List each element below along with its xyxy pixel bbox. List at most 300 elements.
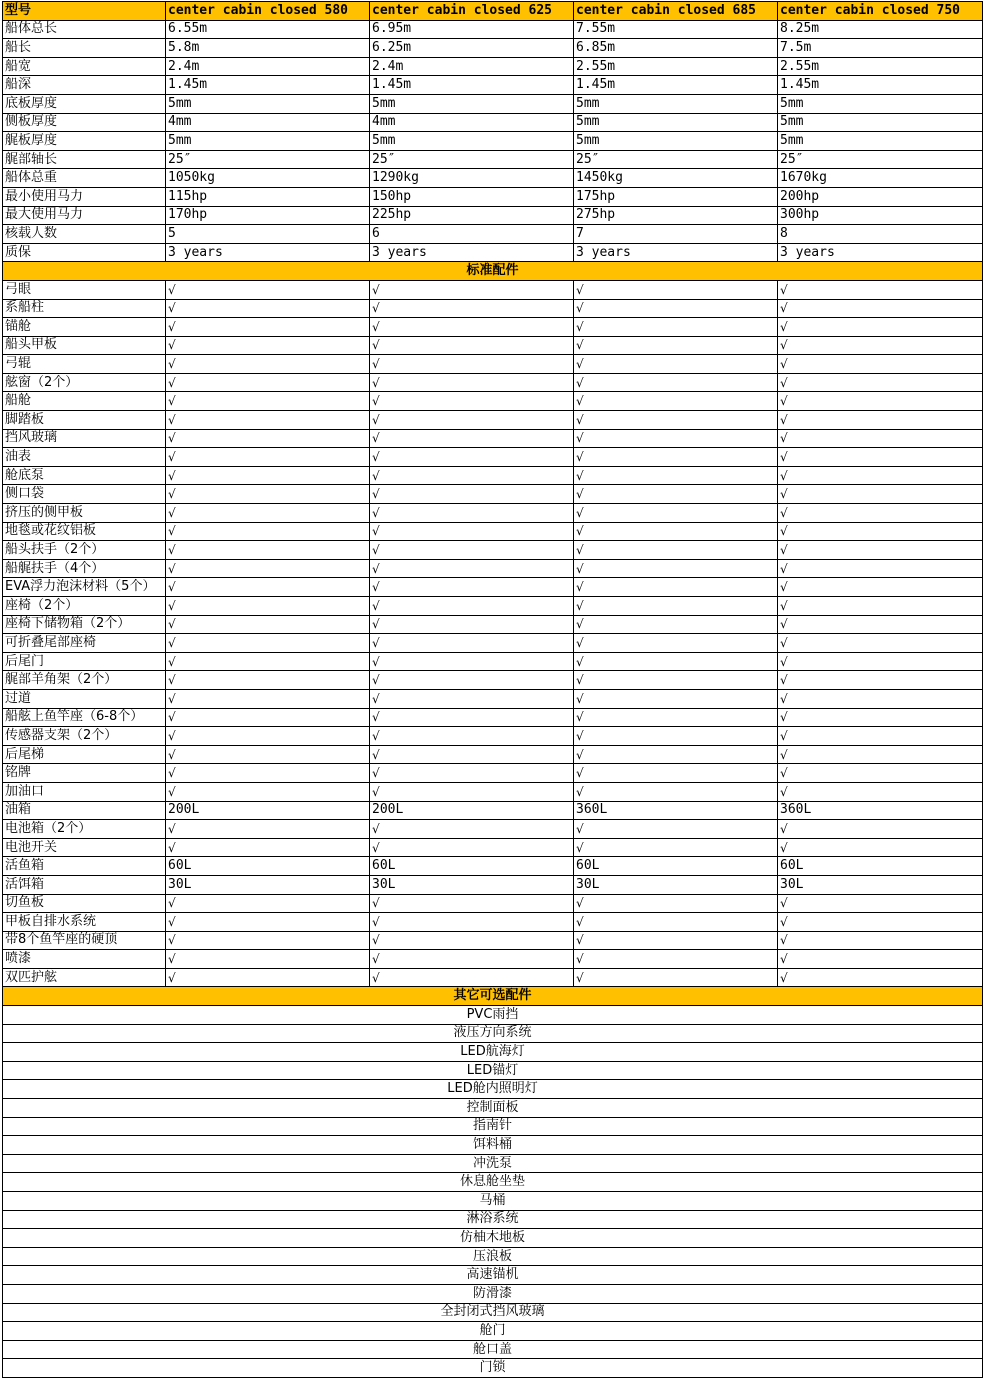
check-mark: √: [778, 782, 983, 801]
row-label: 质保: [3, 243, 166, 262]
check-mark: √: [370, 931, 574, 950]
row-label: 加油口: [3, 782, 166, 801]
cell-value: 1290kg: [370, 169, 574, 188]
standard-item-row: [3, 280, 983, 299]
check-mark: √: [574, 894, 778, 913]
standard-item-row: [3, 671, 983, 690]
row-label: 双匹护舷: [3, 968, 166, 987]
standard-item-row: [3, 615, 983, 634]
check-mark: √: [370, 522, 574, 541]
cell-value: 1.45m: [166, 76, 370, 95]
check-mark: √: [574, 968, 778, 987]
optional-item-row: [3, 1099, 983, 1118]
optional-item-row: [3, 1229, 983, 1248]
standard-item-row: [3, 857, 983, 876]
cell-value: 2.55m: [574, 57, 778, 76]
check-mark: √: [574, 745, 778, 764]
check-mark: √: [778, 504, 983, 523]
cell-value: 2.55m: [778, 57, 983, 76]
check-mark: √: [778, 764, 983, 783]
spec-row: [3, 243, 983, 262]
optional-item: 门锁: [3, 1359, 983, 1378]
cell-value: 25″: [574, 150, 778, 169]
optional-item: 冲洗泵: [3, 1154, 983, 1173]
row-label: 侧口袋: [3, 485, 166, 504]
row-label: 船舱: [3, 392, 166, 411]
check-mark: √: [574, 689, 778, 708]
check-mark: √: [778, 597, 983, 616]
check-mark: √: [778, 280, 983, 299]
check-mark: √: [370, 448, 574, 467]
check-mark: √: [166, 318, 370, 337]
row-label: 艉部羊角架（2个）: [3, 671, 166, 690]
cell-value: 300hp: [778, 206, 983, 225]
check-mark: √: [778, 411, 983, 430]
cell-value: 3 years: [166, 243, 370, 262]
check-mark: √: [370, 820, 574, 839]
cell-value: 360L: [574, 801, 778, 820]
check-mark: √: [370, 727, 574, 746]
check-mark: √: [166, 355, 370, 374]
spec-row: [3, 113, 983, 132]
check-mark: √: [166, 559, 370, 578]
check-mark: √: [166, 634, 370, 653]
check-mark: √: [574, 429, 778, 448]
check-mark: √: [166, 485, 370, 504]
optional-item: 控制面板: [3, 1099, 983, 1118]
model-625-header: center cabin closed 625: [370, 2, 574, 21]
row-label: 喷漆: [3, 950, 166, 969]
standard-section-row: [3, 262, 983, 281]
optional-item: PVC雨挡: [3, 1006, 983, 1025]
check-mark: √: [574, 504, 778, 523]
check-mark: √: [370, 411, 574, 430]
check-mark: √: [574, 466, 778, 485]
spec-row: [3, 169, 983, 188]
check-mark: √: [166, 615, 370, 634]
check-mark: √: [574, 336, 778, 355]
row-label: 地毯或花纹铝板: [3, 522, 166, 541]
optional-item: LED航海灯: [3, 1043, 983, 1062]
cell-value: 5.8m: [166, 39, 370, 58]
check-mark: √: [166, 968, 370, 987]
check-mark: √: [166, 820, 370, 839]
check-mark: √: [574, 597, 778, 616]
check-mark: √: [574, 615, 778, 634]
check-mark: √: [166, 541, 370, 560]
check-mark: √: [778, 299, 983, 318]
cell-value: 5: [166, 225, 370, 244]
cell-value: 5mm: [574, 113, 778, 132]
optional-item: 饵料桶: [3, 1136, 983, 1155]
check-mark: √: [370, 541, 574, 560]
standard-item-row: [3, 392, 983, 411]
row-label: 弓辊: [3, 355, 166, 374]
check-mark: √: [370, 392, 574, 411]
spec-row: [3, 225, 983, 244]
optional-item: 休息舱坐垫: [3, 1173, 983, 1192]
check-mark: √: [574, 373, 778, 392]
row-label: 后尾门: [3, 652, 166, 671]
check-mark: √: [574, 559, 778, 578]
cell-value: 5mm: [574, 132, 778, 151]
check-mark: √: [166, 950, 370, 969]
check-mark: √: [370, 615, 574, 634]
check-mark: √: [166, 578, 370, 597]
check-mark: √: [166, 745, 370, 764]
check-mark: √: [574, 727, 778, 746]
optional-item-row: [3, 1006, 983, 1025]
spec-row: [3, 94, 983, 113]
spec-row: [3, 20, 983, 39]
check-mark: √: [574, 411, 778, 430]
check-mark: √: [166, 597, 370, 616]
row-label: 弓眼: [3, 280, 166, 299]
optional-item-row: [3, 1154, 983, 1173]
cell-value: 5mm: [574, 94, 778, 113]
standard-item-row: [3, 336, 983, 355]
cell-value: 3 years: [370, 243, 574, 262]
cell-value: 2.4m: [166, 57, 370, 76]
cell-value: 200hp: [778, 187, 983, 206]
optional-item: 全封闭式挡风玻璃: [3, 1303, 983, 1322]
standard-section-title: 标准配件: [3, 262, 983, 281]
spec-row: [3, 187, 983, 206]
optional-item: 指南针: [3, 1117, 983, 1136]
row-label: 侧板厚度: [3, 113, 166, 132]
check-mark: √: [574, 671, 778, 690]
check-mark: √: [166, 931, 370, 950]
standard-item-row: [3, 522, 983, 541]
optional-item: 舱门: [3, 1322, 983, 1341]
row-label: 活饵箱: [3, 875, 166, 894]
check-mark: √: [574, 950, 778, 969]
row-label: EVA浮力泡沫材料（5个）: [3, 578, 166, 597]
row-label: 船宽: [3, 57, 166, 76]
check-mark: √: [370, 336, 574, 355]
optional-item: 压浪板: [3, 1247, 983, 1266]
row-label: 切鱼板: [3, 894, 166, 913]
check-mark: √: [574, 448, 778, 467]
check-mark: √: [574, 485, 778, 504]
row-label: 铭牌: [3, 764, 166, 783]
row-label: 船舷上鱼竿座（6-8个）: [3, 708, 166, 727]
check-mark: √: [574, 280, 778, 299]
optional-item: 舱口盖: [3, 1340, 983, 1359]
check-mark: √: [166, 764, 370, 783]
spec-row: [3, 132, 983, 151]
cell-value: 30L: [370, 875, 574, 894]
check-mark: √: [166, 336, 370, 355]
optional-item-row: [3, 1247, 983, 1266]
row-label: 船头甲板: [3, 336, 166, 355]
standard-item-row: [3, 727, 983, 746]
check-mark: √: [574, 652, 778, 671]
spec-row: [3, 150, 983, 169]
optional-item: LED锚灯: [3, 1061, 983, 1080]
check-mark: √: [574, 782, 778, 801]
check-mark: √: [778, 634, 983, 653]
cell-value: 5mm: [778, 94, 983, 113]
row-label: 最大使用马力: [3, 206, 166, 225]
check-mark: √: [778, 894, 983, 913]
standard-item-row: [3, 541, 983, 560]
cell-value: 1.45m: [574, 76, 778, 95]
check-mark: √: [370, 578, 574, 597]
optional-item-row: [3, 1266, 983, 1285]
spec-row: [3, 76, 983, 95]
check-mark: √: [574, 708, 778, 727]
cell-value: 175hp: [574, 187, 778, 206]
cell-value: 25″: [778, 150, 983, 169]
optional-item: 仿柚木地板: [3, 1229, 983, 1248]
model-750-header: center cabin closed 750: [778, 2, 983, 21]
row-label: 活鱼箱: [3, 857, 166, 876]
check-mark: √: [370, 689, 574, 708]
check-mark: √: [370, 671, 574, 690]
cell-value: 5mm: [778, 113, 983, 132]
row-label: 电池开关: [3, 838, 166, 857]
standard-item-row: [3, 801, 983, 820]
row-label: 船深: [3, 76, 166, 95]
check-mark: √: [166, 689, 370, 708]
spec-row: [3, 206, 983, 225]
check-mark: √: [778, 373, 983, 392]
cell-value: 7.55m: [574, 20, 778, 39]
optional-item-row: [3, 1303, 983, 1322]
cell-value: 6.25m: [370, 39, 574, 58]
row-label: 船头扶手（2个）: [3, 541, 166, 560]
cell-value: 2.4m: [370, 57, 574, 76]
check-mark: √: [574, 913, 778, 932]
cell-value: 200L: [166, 801, 370, 820]
cell-value: 3 years: [574, 243, 778, 262]
header-label: 型号: [3, 2, 166, 21]
optional-item-row: [3, 1340, 983, 1359]
standard-item-row: [3, 448, 983, 467]
check-mark: √: [370, 894, 574, 913]
standard-item-row: [3, 373, 983, 392]
check-mark: √: [166, 671, 370, 690]
row-label: 艉部轴长: [3, 150, 166, 169]
check-mark: √: [166, 280, 370, 299]
check-mark: √: [778, 318, 983, 337]
check-mark: √: [370, 597, 574, 616]
check-mark: √: [166, 392, 370, 411]
row-label: 舱底泵: [3, 466, 166, 485]
check-mark: √: [370, 838, 574, 857]
check-mark: √: [778, 522, 983, 541]
check-mark: √: [778, 652, 983, 671]
optional-item: LED舱内照明灯: [3, 1080, 983, 1099]
row-label: 油箱: [3, 801, 166, 820]
optional-item: 液压方向系统: [3, 1024, 983, 1043]
cell-value: 60L: [370, 857, 574, 876]
optional-section-row: [3, 987, 983, 1006]
cell-value: 25″: [370, 150, 574, 169]
cell-value: 225hp: [370, 206, 574, 225]
row-label: 船长: [3, 39, 166, 58]
check-mark: √: [166, 652, 370, 671]
cell-value: 4mm: [370, 113, 574, 132]
cell-value: 8.25m: [778, 20, 983, 39]
check-mark: √: [574, 931, 778, 950]
standard-item-row: [3, 597, 983, 616]
optional-item-row: [3, 1061, 983, 1080]
cell-value: 1450kg: [574, 169, 778, 188]
check-mark: √: [778, 671, 983, 690]
check-mark: √: [574, 318, 778, 337]
check-mark: √: [778, 913, 983, 932]
check-mark: √: [574, 299, 778, 318]
cell-value: 60L: [166, 857, 370, 876]
check-mark: √: [778, 355, 983, 374]
optional-item-row: [3, 1136, 983, 1155]
check-mark: √: [166, 504, 370, 523]
spec-row: [3, 57, 983, 76]
standard-item-row: [3, 411, 983, 430]
check-mark: √: [778, 745, 983, 764]
cell-value: 25″: [166, 150, 370, 169]
check-mark: √: [574, 838, 778, 857]
check-mark: √: [370, 373, 574, 392]
row-label: 油表: [3, 448, 166, 467]
row-label: 后尾梯: [3, 745, 166, 764]
check-mark: √: [370, 355, 574, 374]
standard-item-row: [3, 968, 983, 987]
cell-value: 60L: [778, 857, 983, 876]
standard-item-row: [3, 299, 983, 318]
check-mark: √: [778, 950, 983, 969]
cell-value: 1050kg: [166, 169, 370, 188]
cell-value: 30L: [166, 875, 370, 894]
check-mark: √: [778, 541, 983, 560]
check-mark: √: [574, 522, 778, 541]
row-label: 电池箱（2个）: [3, 820, 166, 839]
cell-value: 360L: [778, 801, 983, 820]
check-mark: √: [778, 727, 983, 746]
cell-value: 150hp: [370, 187, 574, 206]
row-label: 挡风玻璃: [3, 429, 166, 448]
cell-value: 7.5m: [778, 39, 983, 58]
check-mark: √: [778, 336, 983, 355]
cell-value: 3 years: [778, 243, 983, 262]
check-mark: √: [574, 764, 778, 783]
spec-table: [2, 1, 983, 1378]
check-mark: √: [778, 820, 983, 839]
check-mark: √: [166, 838, 370, 857]
optional-item-row: [3, 1080, 983, 1099]
check-mark: √: [778, 708, 983, 727]
cell-value: 6: [370, 225, 574, 244]
standard-item-row: [3, 782, 983, 801]
standard-item-row: [3, 894, 983, 913]
check-mark: √: [370, 485, 574, 504]
check-mark: √: [166, 782, 370, 801]
check-mark: √: [166, 708, 370, 727]
check-mark: √: [166, 411, 370, 430]
check-mark: √: [166, 448, 370, 467]
check-mark: √: [574, 820, 778, 839]
standard-item-row: [3, 689, 983, 708]
row-label: 船艉扶手（4个）: [3, 559, 166, 578]
standard-item-row: [3, 838, 983, 857]
cell-value: 6.55m: [166, 20, 370, 39]
check-mark: √: [574, 634, 778, 653]
row-label: 系船柱: [3, 299, 166, 318]
optional-item-row: [3, 1192, 983, 1211]
standard-item-row: [3, 485, 983, 504]
check-mark: √: [778, 559, 983, 578]
cell-value: 6.95m: [370, 20, 574, 39]
header-row: [3, 2, 983, 21]
cell-value: 170hp: [166, 206, 370, 225]
standard-item-row: [3, 504, 983, 523]
check-mark: √: [166, 894, 370, 913]
row-label: 脚踏板: [3, 411, 166, 430]
check-mark: √: [370, 968, 574, 987]
row-label: 过道: [3, 689, 166, 708]
check-mark: √: [574, 578, 778, 597]
row-label: 最小使用马力: [3, 187, 166, 206]
optional-item: 高速锚机: [3, 1266, 983, 1285]
check-mark: √: [370, 634, 574, 653]
standard-item-row: [3, 355, 983, 374]
optional-item-row: [3, 1117, 983, 1136]
cell-value: 30L: [778, 875, 983, 894]
optional-item: 防滑漆: [3, 1284, 983, 1303]
row-label: 船体总长: [3, 20, 166, 39]
cell-value: 275hp: [574, 206, 778, 225]
check-mark: √: [370, 708, 574, 727]
cell-value: 200L: [370, 801, 574, 820]
standard-item-row: [3, 913, 983, 932]
check-mark: √: [166, 913, 370, 932]
check-mark: √: [370, 280, 574, 299]
row-label: 艉板厚度: [3, 132, 166, 151]
check-mark: √: [778, 392, 983, 411]
check-mark: √: [166, 522, 370, 541]
cell-value: 6.85m: [574, 39, 778, 58]
optional-item-row: [3, 1284, 983, 1303]
check-mark: √: [166, 299, 370, 318]
cell-value: 1.45m: [370, 76, 574, 95]
cell-value: 5mm: [166, 94, 370, 113]
check-mark: √: [778, 485, 983, 504]
standard-item-row: [3, 820, 983, 839]
check-mark: √: [574, 541, 778, 560]
cell-value: 1.45m: [778, 76, 983, 95]
check-mark: √: [778, 838, 983, 857]
standard-item-row: [3, 931, 983, 950]
check-mark: √: [370, 782, 574, 801]
standard-item-row: [3, 875, 983, 894]
optional-item-row: [3, 1173, 983, 1192]
check-mark: √: [574, 355, 778, 374]
row-label: 锚舱: [3, 318, 166, 337]
spec-row: [3, 39, 983, 58]
check-mark: √: [370, 318, 574, 337]
check-mark: √: [370, 504, 574, 523]
cell-value: 5mm: [370, 132, 574, 151]
cell-value: 8: [778, 225, 983, 244]
cell-value: 30L: [574, 875, 778, 894]
standard-item-row: [3, 578, 983, 597]
standard-item-row: [3, 708, 983, 727]
row-label: 船体总重: [3, 169, 166, 188]
check-mark: √: [370, 466, 574, 485]
standard-item-row: [3, 950, 983, 969]
